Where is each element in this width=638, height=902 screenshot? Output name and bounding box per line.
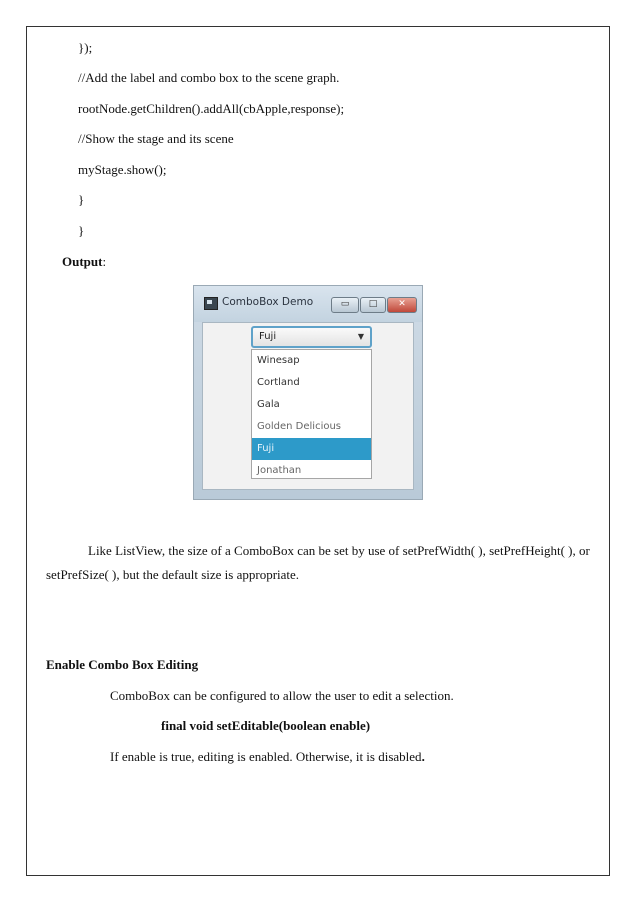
method-signature: final void setEditable(boolean enable) xyxy=(161,718,371,733)
output-label xyxy=(62,254,106,270)
window-title: ComboBox Demo xyxy=(222,296,314,308)
maximize-button[interactable]: □ xyxy=(360,297,386,313)
code-line: //Add the label and combo box to the scene graph. xyxy=(78,70,340,85)
paragraph-line-1: Like ListView, the size of a ComboBox can be set by use of setPrefWidth( ), setPrefHeight( ), or xyxy=(88,543,590,558)
output-label-text: Output xyxy=(62,254,103,269)
combobox-demo-screenshot xyxy=(193,285,423,500)
code-line: } xyxy=(78,192,85,207)
chevron-down-icon[interactable]: ▼ xyxy=(357,332,364,341)
code-line: myStage.show(); xyxy=(78,162,167,177)
section-intro: ComboBox can be configured to allow the user to edit a selection. xyxy=(110,688,454,703)
code-line: rootNode.getChildren().addAll(cbApple,response); xyxy=(78,101,345,116)
window-titlebar xyxy=(194,286,422,322)
method-description-period: . xyxy=(421,749,425,764)
minimize-button[interactable]: ▭ xyxy=(331,297,359,313)
combo-option-jonathan[interactable]: Jonathan xyxy=(257,465,302,476)
close-button[interactable]: ✕ xyxy=(387,297,417,313)
combo-selected-value: Fuji xyxy=(259,331,277,342)
output-label-colon: : xyxy=(102,254,107,269)
combo-option-golden-delicious[interactable]: Golden Delicious xyxy=(257,421,342,432)
section-heading: Enable Combo Box Editing xyxy=(46,657,199,672)
code-line: //Show the stage and its scene xyxy=(78,131,234,146)
combo-option-gala[interactable]: Gala xyxy=(257,399,280,410)
combo-dropdown-list xyxy=(251,349,372,479)
code-line: }); xyxy=(78,40,93,55)
paragraph-line-2: setPrefSize( ), but the default size is appropriate. xyxy=(46,567,300,582)
combo-option-fuji[interactable]: Fuji xyxy=(252,438,371,460)
app-window-icon xyxy=(204,297,218,310)
apple-combo-box[interactable] xyxy=(251,326,372,348)
combo-option-cortland[interactable]: Cortland xyxy=(257,377,300,388)
method-description-text: If enable is true, editing is enabled. Otherwise, it is disabled xyxy=(110,749,422,764)
code-line: } xyxy=(78,223,85,238)
method-description xyxy=(110,749,425,765)
combo-option-winesap[interactable]: Winesap xyxy=(257,355,300,366)
